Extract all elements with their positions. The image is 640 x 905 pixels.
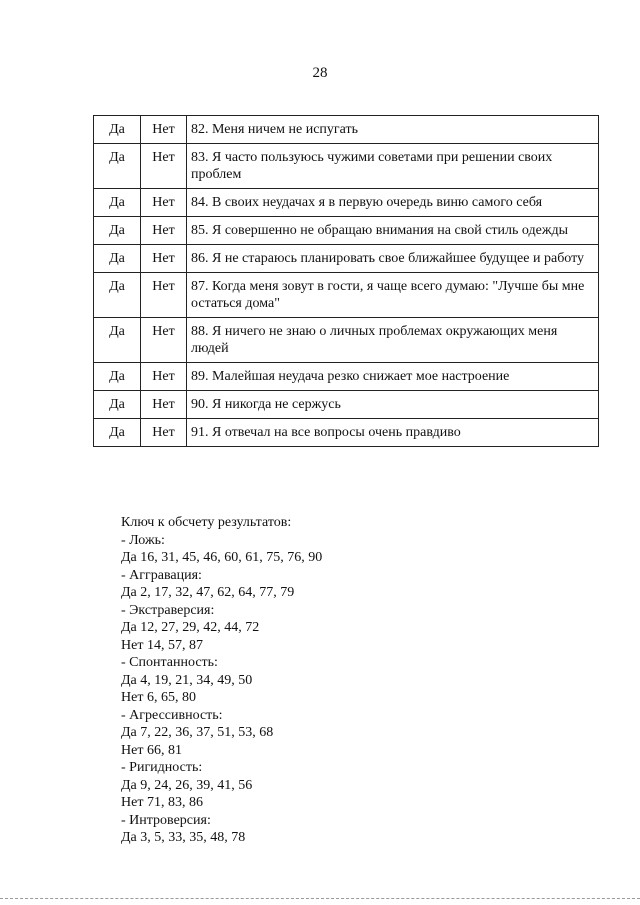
key-line: - Ригидность: xyxy=(121,760,203,775)
key-line: Нет 66, 81 xyxy=(121,742,182,758)
questionnaire-table xyxy=(93,115,599,447)
key-line: Да 12, 27, 29, 42, 44, 72 xyxy=(121,620,260,635)
answer-yes: Да xyxy=(94,363,141,391)
table-row xyxy=(94,273,599,318)
key-line: Нет 6, 65, 80 xyxy=(121,690,196,705)
answer-yes: Да xyxy=(94,116,141,144)
key-line: - Интроверсия: xyxy=(121,812,211,828)
table-row xyxy=(94,217,599,245)
question-text: 91. Я отвечал на все вопросы очень правдиво xyxy=(187,419,599,447)
table-row xyxy=(94,245,599,273)
question-text: 90. Я никогда не сержусь xyxy=(187,391,599,419)
question-text: 85. Я совершенно не обращаю внимания на свой стиль одежды xyxy=(187,217,599,245)
answer-yes: Да xyxy=(94,318,141,363)
key-line: - Спонтанность: xyxy=(121,655,218,670)
key-line: Да 16, 31, 45, 46, 60, 61, 75, 76, 90 xyxy=(121,550,323,565)
key-line: Да 9, 24, 26, 39, 41, 56 xyxy=(121,777,253,793)
answer-yes: Да xyxy=(94,273,141,318)
question-text: 83. Я часто пользуюсь чужими советами при решении своих проблем xyxy=(187,144,599,189)
answer-no: Нет xyxy=(141,144,187,189)
key-line: - Ложь: xyxy=(121,532,165,548)
key-title: Ключ к обсчету результатов: xyxy=(121,515,292,530)
answer-yes: Да xyxy=(94,419,141,447)
question-text: 87. Когда меня зовут в гости, я чаще всего думаю: "Лучше бы мне остаться дома" xyxy=(187,273,599,318)
answer-no: Нет xyxy=(141,217,187,245)
key-line: Да 2, 17, 32, 47, 62, 64, 77, 79 xyxy=(121,585,295,600)
answer-yes: Да xyxy=(94,144,141,189)
answer-no: Нет xyxy=(141,245,187,273)
answer-no: Нет xyxy=(141,189,187,217)
table-row xyxy=(94,391,599,419)
key-line: Нет 14, 57, 87 xyxy=(121,637,203,653)
answer-no: Нет xyxy=(141,273,187,318)
key-line: Да 7, 22, 36, 37, 51, 53, 68 xyxy=(121,725,274,740)
question-text: 82. Меня ничем не испугать xyxy=(187,116,599,144)
table-row xyxy=(94,318,599,363)
answer-yes: Да xyxy=(94,245,141,273)
question-text: 86. Я не стараюсь планировать свое ближайшее будущее и работу xyxy=(187,245,599,273)
table-row xyxy=(94,189,599,217)
key-line: Нет 71, 83, 86 xyxy=(121,795,203,810)
answer-yes: Да xyxy=(94,189,141,217)
answer-no: Нет xyxy=(141,419,187,447)
answer-no: Нет xyxy=(141,363,187,391)
page-number: 28 xyxy=(312,65,328,81)
answer-no: Нет xyxy=(141,391,187,419)
question-text: 84. В своих неудачах я в первую очередь виню самого себя xyxy=(187,189,599,217)
table-row xyxy=(94,363,599,391)
table-row xyxy=(94,116,599,144)
answer-yes: Да xyxy=(94,391,141,419)
key-line: - Аггравация: xyxy=(121,567,202,583)
key-line: - Агрессивность: xyxy=(121,707,223,723)
question-text: 88. Я ничего не знаю о личных проблемах окружающих меня людей xyxy=(187,318,599,363)
table-row xyxy=(94,144,599,189)
key-line: Да 4, 19, 21, 34, 49, 50 xyxy=(121,672,253,688)
key-line: Да 3, 5, 33, 35, 48, 78 xyxy=(121,830,246,845)
key-line: - Экстраверсия: xyxy=(121,602,215,618)
answer-yes: Да xyxy=(94,217,141,245)
table-row xyxy=(94,419,599,447)
page-bottom-edge xyxy=(0,898,640,899)
question-text: 89. Малейшая неудача резко снижает мое настроение xyxy=(187,363,599,391)
answer-no: Нет xyxy=(141,318,187,363)
answer-no: Нет xyxy=(141,116,187,144)
results-key xyxy=(121,514,581,847)
